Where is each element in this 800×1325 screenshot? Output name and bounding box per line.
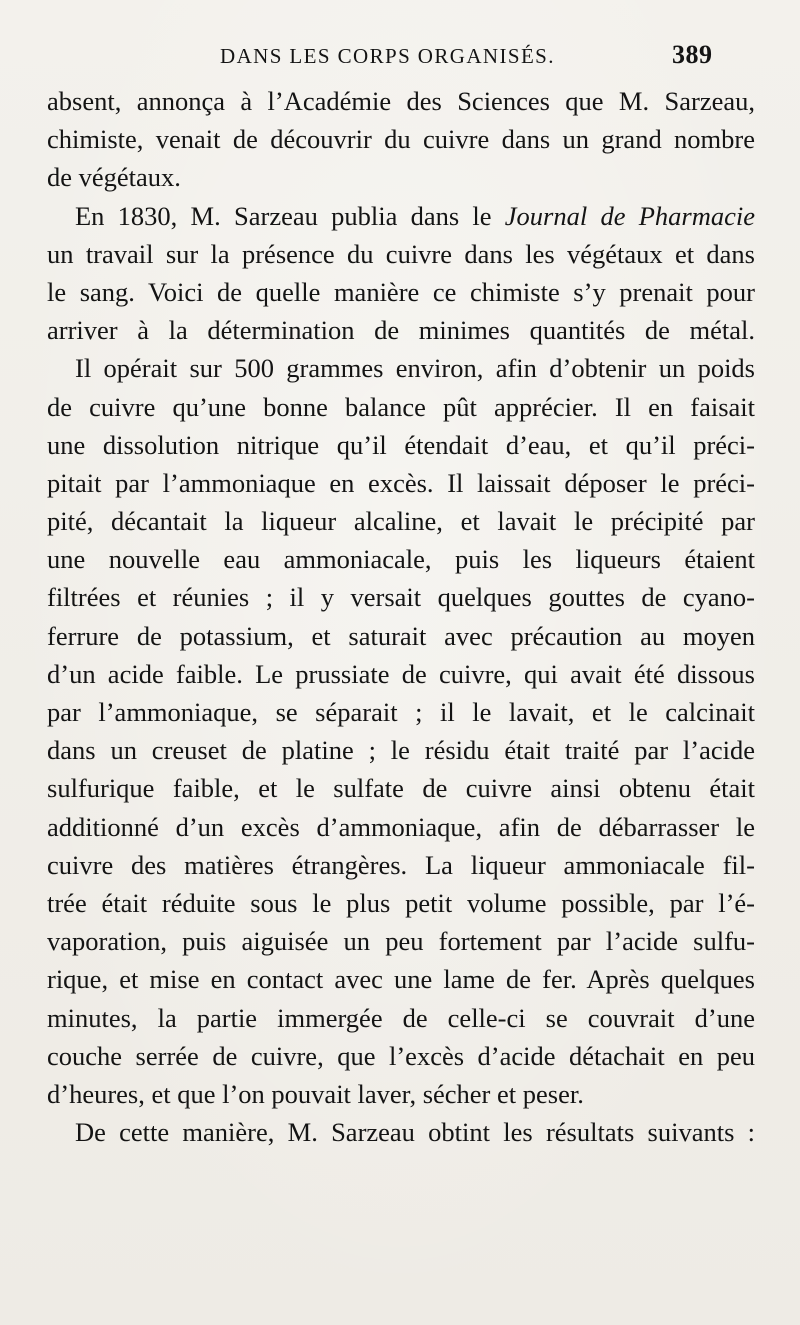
text-line: vaporation, puis aiguisée un peu fortement par l’acide sulfu- [47,926,755,957]
paragraph-1 [47,82,755,197]
text-line: chimiste, venait de découvrir du cuivre dans un grand nombre [47,124,755,155]
page-header [0,40,800,76]
text-line: minutes, la partie immergée de celle-ci se couvrait d’une [47,1002,755,1033]
text-line: absent, annonça à l’Académie des Sciences que M. Sarzeau, [47,86,755,116]
text-line: couche serrée de cuivre, que l’excès d’acide détachait en peu [47,1040,755,1071]
text-line: De cette manière, M. Sarzeau obtint les résultats suivants : [75,1117,755,1148]
text-line [47,197,755,235]
text-line: de cuivre qu’une bonne balance pût apprécier. Il en faisait [47,391,755,422]
paragraph-2 [47,197,755,350]
journal-title: Journal de Pharmacie [504,200,755,231]
text-line: une nouvelle eau ammoniacale, puis les liqueurs étaient [47,544,755,575]
text-line: d’heures, et que l’on pouvait laver, sécher et peser. [47,1078,584,1109]
text-line: pité, décantait la liqueur alcaline, et lavait le précipité par [47,506,755,537]
text-line: arriver à la détermination de minimes quantités de métal. [47,315,755,346]
text-line: le sang. Voici de quelle manière ce chimiste s’y prenait pour [47,276,755,307]
text-line: trée était réduite sous le plus petit volume possible, par l’é- [47,887,755,918]
show-through-texture [40,1040,760,1290]
text-line: dans un creuset de platine ; le résidu était traité par l’acide [47,735,755,766]
text-line: ferrure de potassium, et saturait avec précaution au moyen [47,620,755,651]
page-number: 389 [672,40,713,69]
text-line: de végétaux. [47,162,181,193]
text-line: Il opérait sur 500 grammes environ, afin d’obtenir un poids [75,353,755,384]
text-fragment: En 1830, M. Sarzeau publia dans le [75,200,505,231]
text-line: rique, et mise en contact avec une lame de fer. Après quelques [47,964,755,995]
text-line: par l’ammoniaque, se séparait ; il le lavait, et le calcinait [47,697,755,727]
text-line: une dissolution nitrique qu’il étendait d’eau, et qu’il préci- [47,429,755,460]
text-line: un travail sur la présence du cuivre dans les végétaux et dans [47,238,755,269]
text-line: pitait par l’ammoniaque en excès. Il laissait déposer le préci- [47,467,755,498]
text-line: cuivre des matières étrangères. La liqueur ammoniacale fil- [47,849,755,880]
body-text [47,82,755,1151]
text-line: additionné d’un excès d’ammoniaque, afin de débarrasser le [47,811,755,842]
text-line: d’un acide faible. Le prussiate de cuivre, qui avait été dissous [47,658,755,689]
paragraph-3 [47,349,755,1113]
text-line: filtrées et réunies ; il y versait quelques gouttes de cyano- [47,582,755,613]
running-title: DANS LES CORPS ORGANISÉS. [220,44,555,68]
text-line: sulfurique faible, et le sulfate de cuivre ainsi obtenu était [47,773,755,804]
